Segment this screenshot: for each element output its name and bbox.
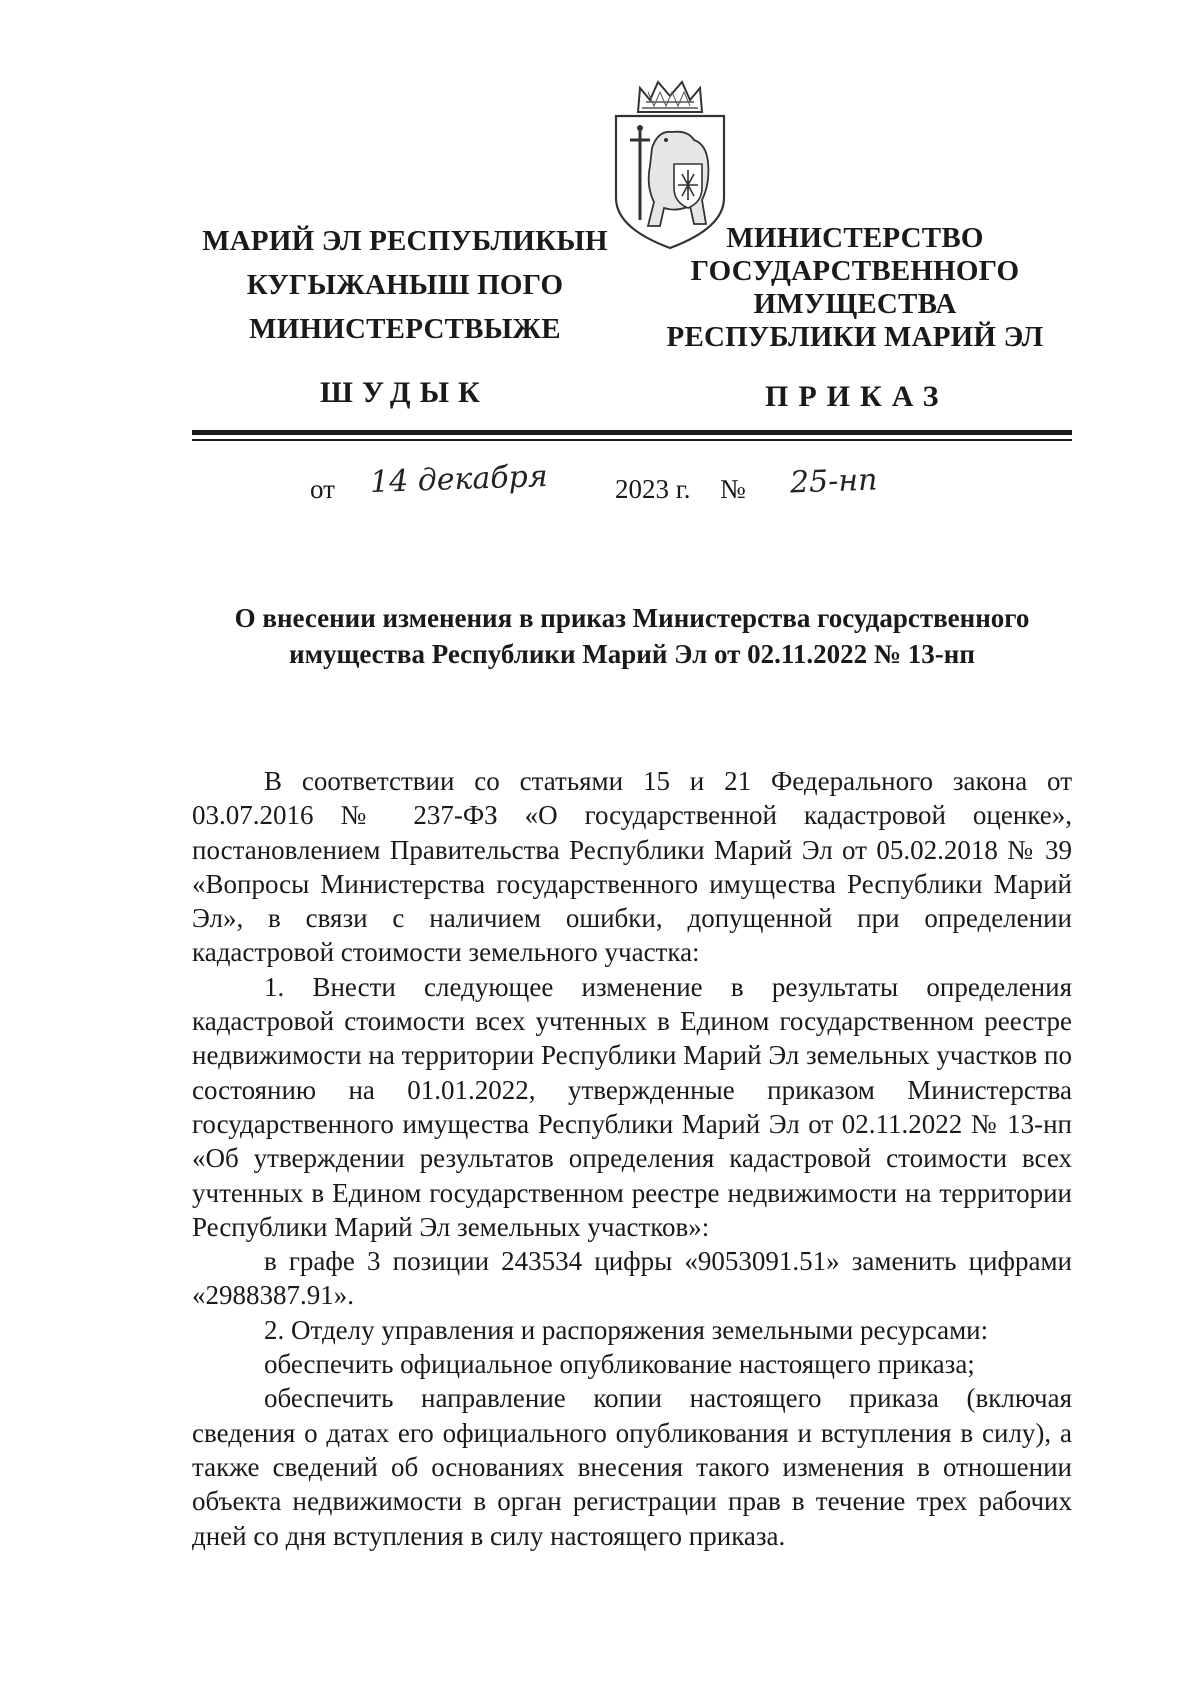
body-paragraph: 2. Отделу управления и распоряжения земельными ресурсами: <box>264 1314 989 1345</box>
header-left-line: МАРИЙ ЭЛ РЕСПУБЛИКЫН <box>202 225 608 257</box>
header-left-ministry-name <box>190 222 620 354</box>
body-paragraph: В соответствии со статьями 15 и 21 Федерального закона от 03.07.2016 № 237-ФЗ «О государственной кадастровой оценке», постановлением Правительства Республики Марий Эл от 05.02.2018 № 39 «Вопросы Министерства государственного имущества Республики Марий Эл», в связи с наличием ошибки, допущенной при определении кадастровой стоимости земельного участка: <box>192 766 1072 968</box>
header-right-line: ИМУЩЕСТВА <box>753 288 957 320</box>
header-right-line: РЕСПУБЛИКИ МАРИЙ ЭЛ <box>666 321 1044 353</box>
body-paragraph: в графе 3 позиции 243534 цифры «9053091.51» заменить цифрами «2988387.91». <box>192 1246 1072 1311</box>
header-left-doc-type: ШУДЫК <box>320 376 489 409</box>
handwritten-number: 25-нп <box>789 462 878 501</box>
header-right-line: МИНИСТЕРСТВО <box>726 222 984 254</box>
document-body <box>192 764 1072 1553</box>
header-left-line: МИНИСТЕРСТВЫЖЕ <box>249 313 561 345</box>
document-title <box>192 600 1072 672</box>
title-line: имущества Республики Марий Эл от 02.11.2022 № 13-нп <box>289 639 975 669</box>
number-label: № <box>720 474 746 504</box>
title-line: О внесении изменения в приказ Министерства государственного <box>234 603 1030 633</box>
header-right-line: ГОСУДАРСТВЕННОГО <box>690 255 1020 287</box>
date-from-label: от <box>310 474 335 504</box>
header-divider-thick <box>192 430 1072 435</box>
header-right-ministry-name <box>660 222 1050 354</box>
header-divider-thin <box>192 439 1072 441</box>
year-label: 2023 г. <box>615 474 691 504</box>
body-paragraph: обеспечить официальное опубликование настоящего приказа; <box>264 1349 975 1380</box>
body-paragraph: обеспечить направление копии настоящего приказа (включая сведения о датах его официального опубликования и вступления в силу), а также сведений об основаниях внесения такого изменения в отношении объекта недвижимости в орган регистрации прав в течение трех рабочих дней со дня вступления в силу настоящего приказа. <box>192 1383 1072 1551</box>
body-paragraph: 1. Внести следующее изменение в результаты определения кадастровой стоимости всех учтенных в Едином государственном реестре недвижимости на территории Республики Марий Эл земельных участков по состоянию на 01.01.2022, утвержденные приказом Министерства государственного имущества Республики Марий Эл от 02.11.2022 № 13-нп «Об утверждении результатов определения кадастровой стоимости всех учтенных в Едином государственном реестре недвижимости на территории Республики Марий Эл земельных участков»: <box>192 971 1072 1242</box>
header-left-line: КУГЫЖАНЫШ ПОГО <box>246 269 564 301</box>
header-right-doc-type: ПРИКАЗ <box>765 380 949 413</box>
handwritten-date: 14 декабря <box>369 458 549 501</box>
